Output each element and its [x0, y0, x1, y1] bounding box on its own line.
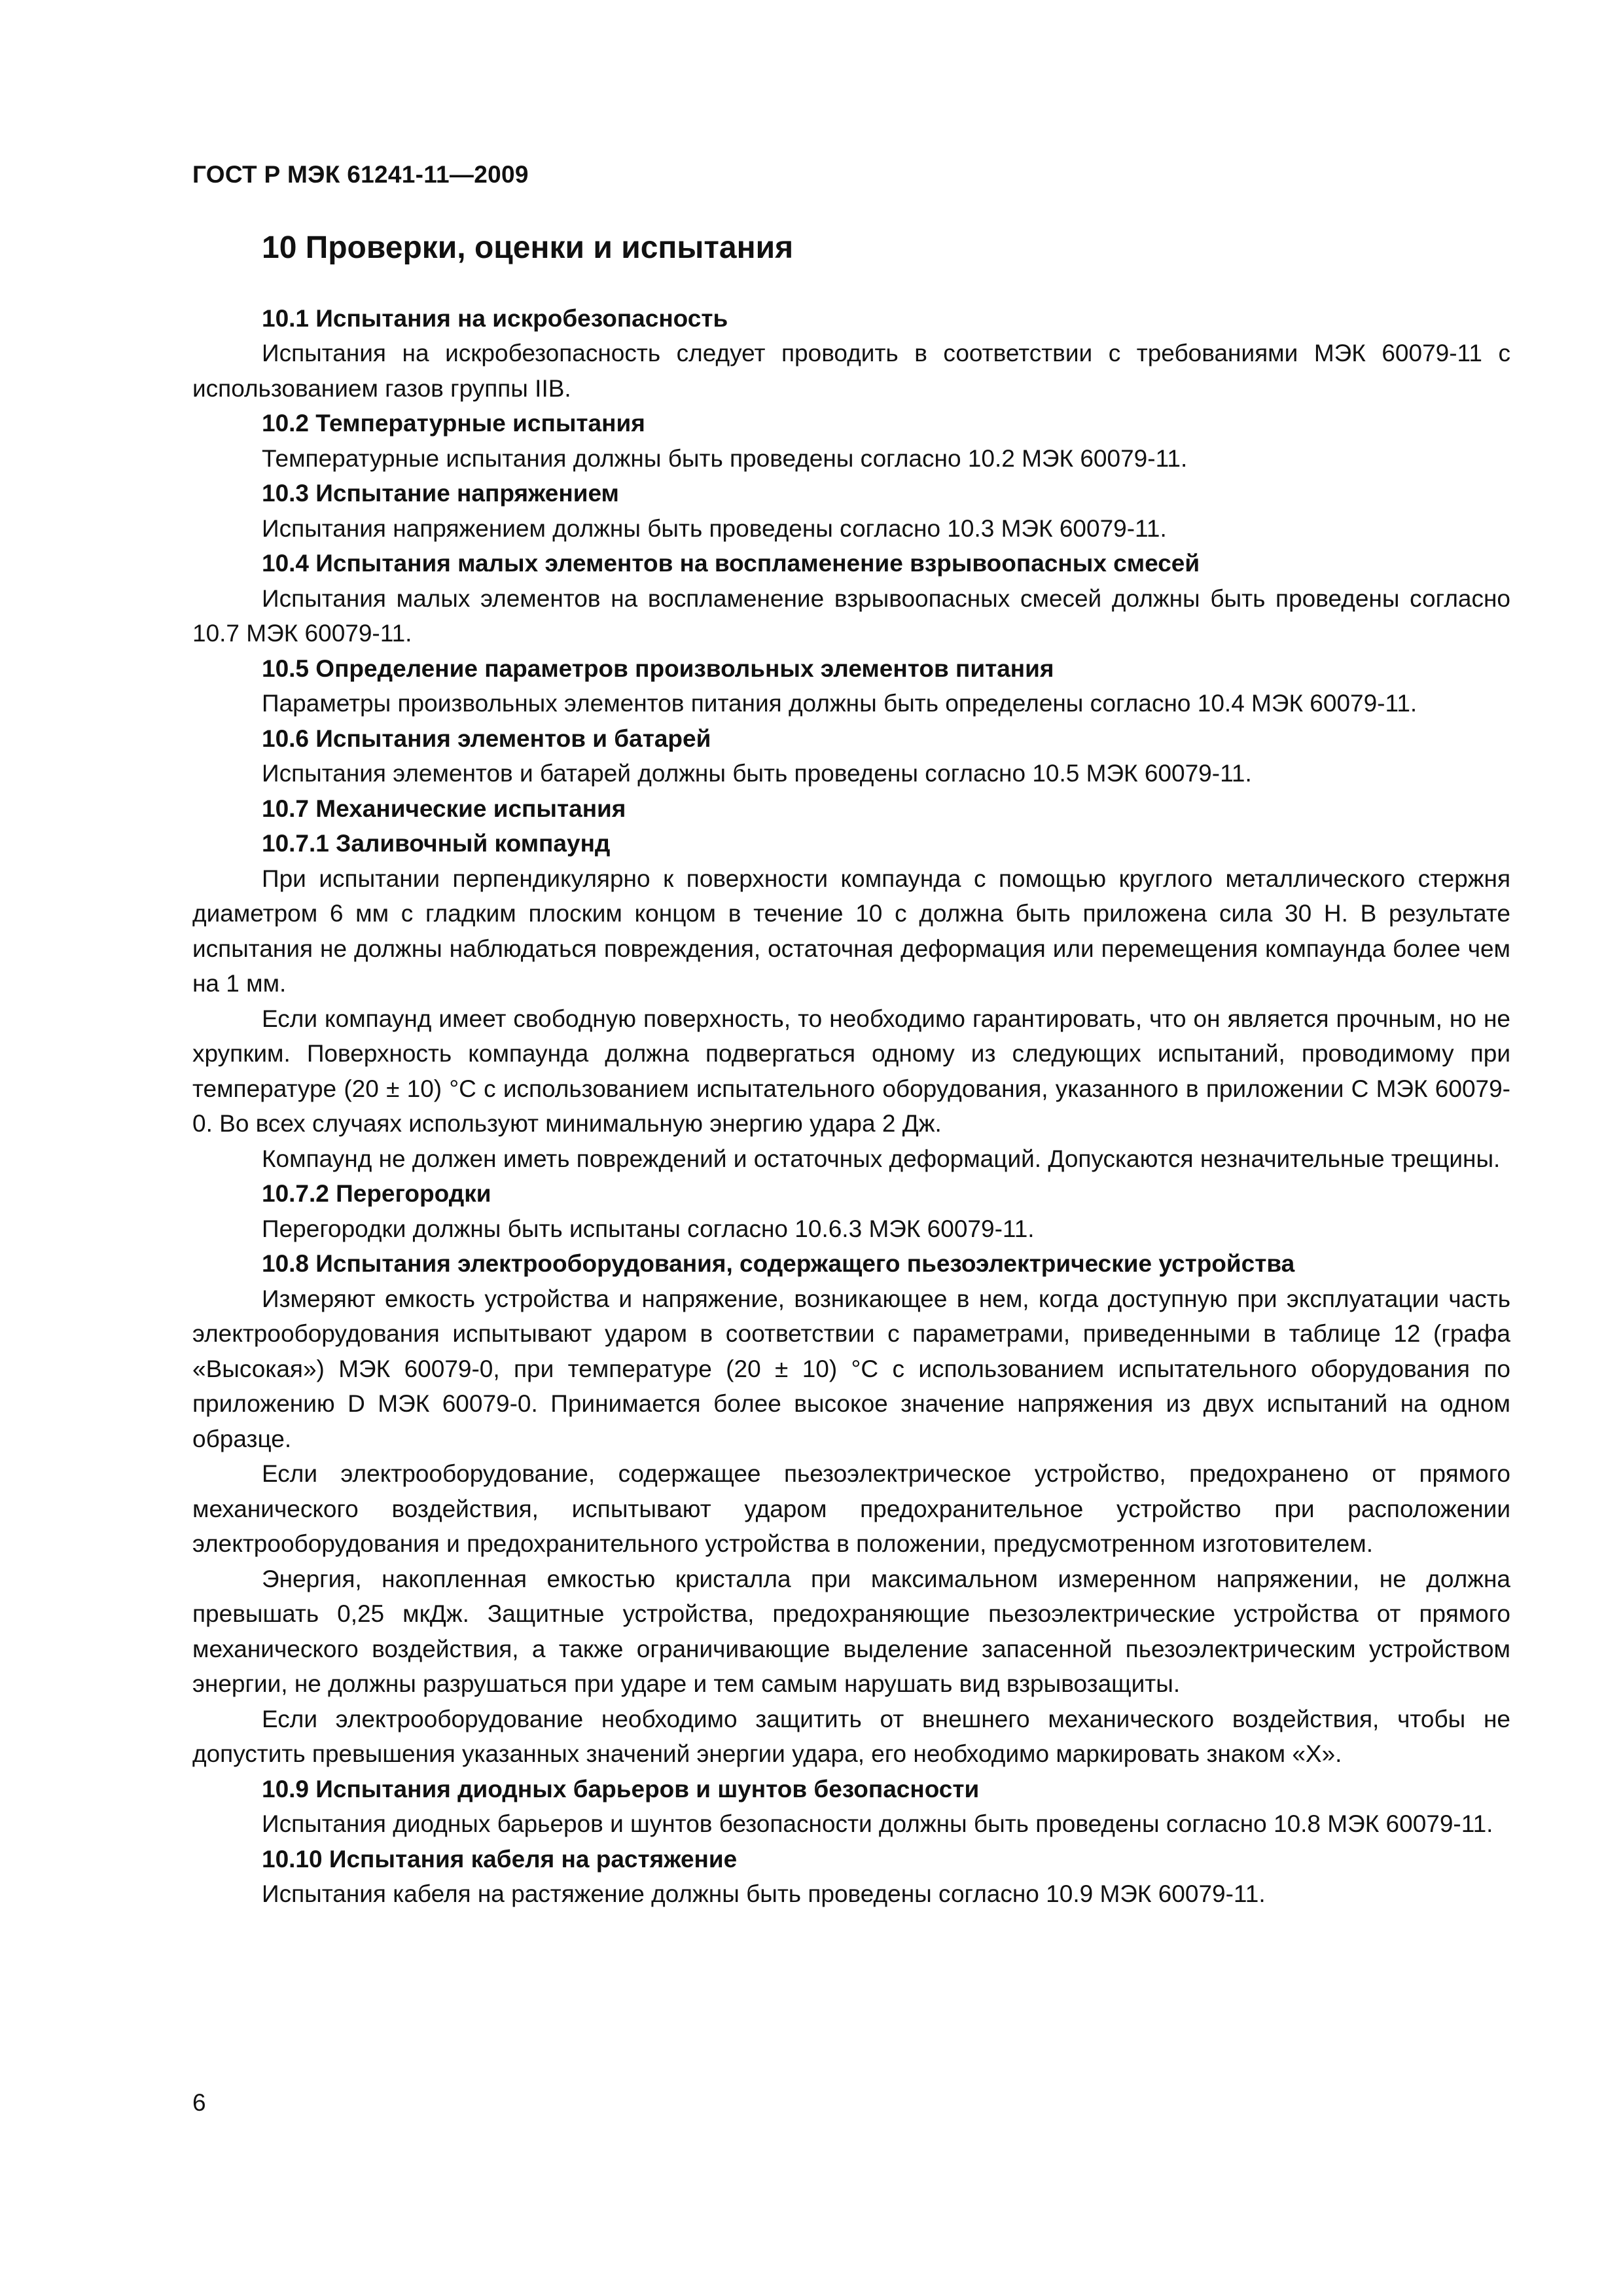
heading-10-7-2: 10.7.2 Перегородки: [262, 1180, 491, 1208]
paragraph: Если электрооборудование необходимо защитить от внешнего механического воздействия, чтобы не допустить превышения указанных значений энергии удара, его необходимо маркировать знаком «X».: [192, 1705, 1510, 1768]
heading-10-8: 10.8 Испытания электрооборудования, содержащего пьезоэлектрические устройства: [262, 1250, 1295, 1278]
heading-10-7: 10.7 Механические испытания: [262, 795, 626, 822]
paragraph: Испытания элементов и батарей должны быть проведены согласно 10.5 МЭК 60079-11.: [262, 760, 1252, 787]
paragraph: Испытания диодных барьеров и шунтов безопасности должны быть проведены согласно 10.8 МЭК 60079-11.: [262, 1810, 1493, 1838]
paragraph: Испытания напряжением должны быть проведены согласно 10.3 МЭК 60079-11.: [262, 514, 1167, 542]
standard-designation: ГОСТ Р МЭК 61241-11—2009: [192, 161, 529, 188]
paragraph: Если электрооборудование, содержащее пьезоэлектрическое устройство, предохранено от прямого механического воздействия, испытывают ударом предохранительное устройство при расположении электрооборудования и предохранительного устройства в положении, предусмотренном изготовителем.: [192, 1460, 1510, 1558]
heading-10-2: 10.2 Температурные испытания: [262, 410, 645, 437]
paragraph: Компаунд не должен иметь повреждений и остаточных деформаций. Допускаются незначительные трещины.: [262, 1145, 1501, 1172]
section-title: 10 Проверки, оценки и испытания: [262, 230, 794, 265]
paragraph: Параметры произвольных элементов питания должны быть определены согласно 10.4 МЭК 60079-11.: [262, 690, 1418, 717]
paragraph: Испытания кабеля на растяжение должны быть проведены согласно 10.9 МЭК 60079-11.: [262, 1880, 1266, 1908]
paragraph: Температурные испытания должны быть проведены согласно 10.2 МЭК 60079-11.: [262, 444, 1188, 472]
paragraph: При испытании перпендикулярно к поверхности компаунда с помощью круглого металлического стержня диаметром 6 мм с гладким плоским концом в течение 10 с должна быть приложена сила 30 Н. В результате испытания не должны наблюдаться повреждения, остаточная деформация или перемещения компаунда более чем на 1 мм.: [192, 865, 1510, 997]
heading-10-6: 10.6 Испытания элементов и батарей: [262, 725, 711, 752]
paragraph: Если компаунд имеет свободную поверхность, то необходимо гарантировать, что он является прочным, но не хрупким. Поверхность компаунда должна подвергаться одному из следующих испытаний, проводимому при температуре (20 ± 10) °С с использованием испытательного оборудования, указанного в приложении С МЭК 60079-0. Во всех случаях используют минимальную энергию удара 2 Дж.: [192, 1005, 1510, 1138]
page-number: 6: [192, 2089, 206, 2116]
paragraph: Энергия, накопленная емкостью кристалла при максимальном измеренном напряжении, не должна превышать 0,25 мкДж. Защитные устройства, предохраняющие пьезоэлектрические устройства от прямого механического воздействия, а также ограничивающие выделение запасенной пьезоэлектрическим устройством энергии, не должны разрушаться при ударе и тем самым нарушать вид взрывозащиты.: [192, 1565, 1510, 1698]
heading-10-7-1: 10.7.1 Заливочный компаунд: [262, 830, 611, 857]
heading-10-5: 10.5 Определение параметров произвольных элементов питания: [262, 655, 1054, 682]
heading-10-10: 10.10 Испытания кабеля на растяжение: [262, 1845, 738, 1873]
heading-10-1: 10.1 Испытания на искробезопасность: [262, 304, 728, 332]
page-content: [192, 229, 1510, 1912]
paragraph: Испытания на искробезопасность следует проводить в соответствии с требованиями МЭК 60079-11 с использованием газов группы IIB.: [192, 340, 1510, 402]
paragraph: Измеряют емкость устройства и напряжение, возникающее в нем, когда доступную при эксплуатации часть электрооборудования испытывают ударом в соответствии с параметрами, приведенными в таблице 12 (графа «Высокая») МЭК 60079-0, при температуре (20 ± 10) °С с использованием испытательного оборудования по приложению D МЭК 60079-0. Принимается более высокое значение напряжения из двух испытаний на одном образце.: [192, 1285, 1510, 1452]
heading-10-3: 10.3 Испытание напряжением: [262, 480, 619, 507]
heading-10-9: 10.9 Испытания диодных барьеров и шунтов безопасности: [262, 1775, 980, 1803]
paragraph: Испытания малых элементов на воспламенение взрывоопасных смесей должны быть проведены согласно 10.7 МЭК 60079-11.: [192, 584, 1510, 647]
paragraph: Перегородки должны быть испытаны согласно 10.6.3 МЭК 60079-11.: [262, 1215, 1035, 1242]
heading-10-4: 10.4 Испытания малых элементов на воспламенение взрывоопасных смесей: [262, 550, 1200, 577]
